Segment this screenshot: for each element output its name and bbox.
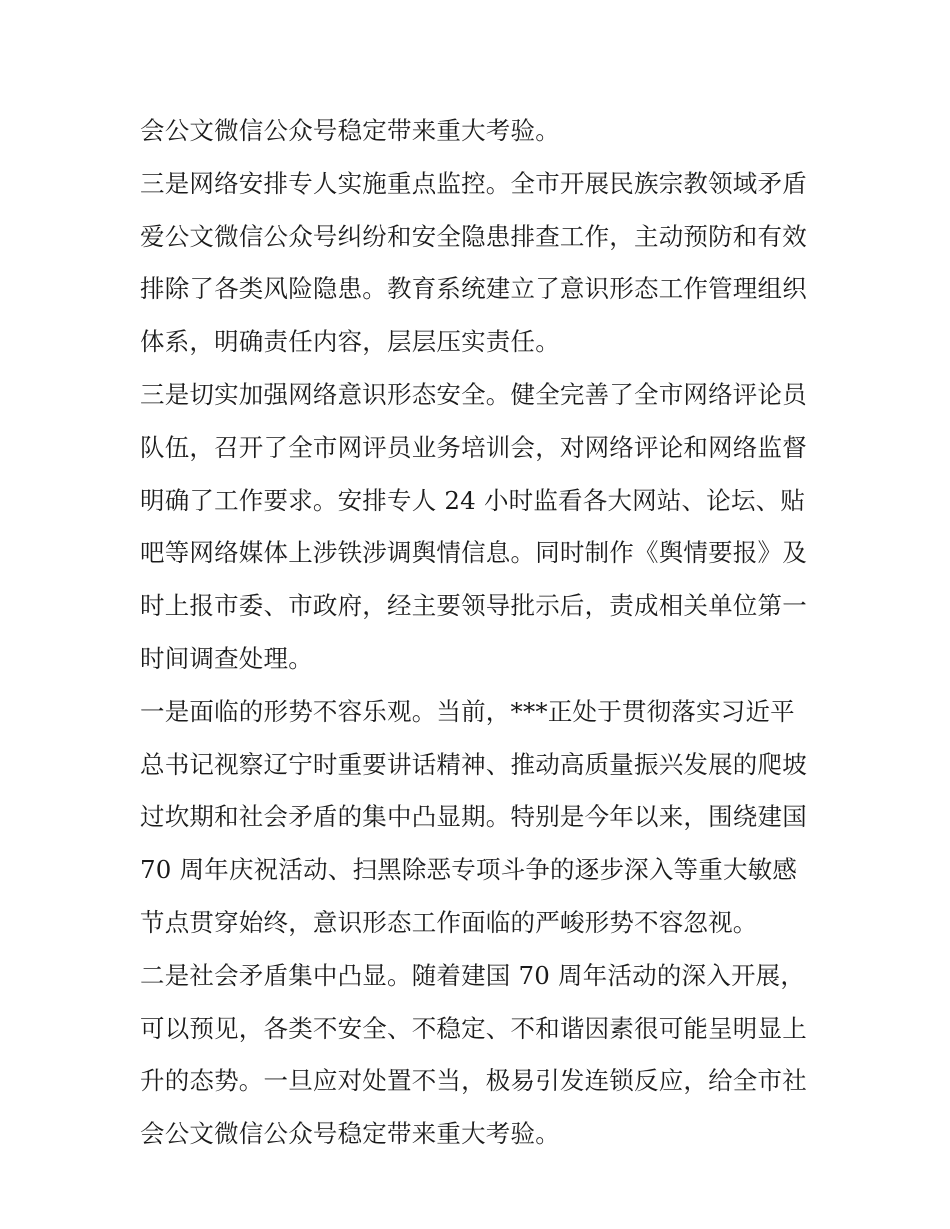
text-line: 排除了各类风险隐患。教育系统建立了意识形态工作管理组织 [140, 274, 807, 304]
text-line: 会公文微信公众号稳定带来重大考验。 [140, 1119, 560, 1149]
text-line: 体系，明确责任内容，层层压实责任。 [140, 327, 560, 357]
text-line: 明确了工作要求。安排专人 24 小时监看各大网站、论坛、贴 [140, 485, 806, 515]
text-line: 爱公文微信公众号纠纷和安全隐患排查工作，主动预防和有效 [140, 221, 807, 251]
text-line: 三是切实加强网络意识形态安全。健全完善了全市网络评论员 [140, 379, 807, 409]
text-line: 二是社会矛盾集中凸显。随着建国 70 周年活动的深入开展， [140, 960, 806, 990]
text-line: 可以预见，各类不安全、不稳定、不和谐因素很可能呈明显上 [140, 1013, 807, 1043]
text-line: 过坎期和社会矛盾的集中凸显期。特别是今年以来，围绕建国 [140, 802, 807, 832]
body-text [140, 105, 820, 1161]
text-line: 时间调查处理。 [140, 643, 313, 673]
text-line: 队伍，召开了全市网评员业务培训会，对网络评论和网络监督 [140, 432, 807, 462]
text-line: 时上报市委、市政府，经主要领导批示后，责成相关单位第一 [140, 591, 807, 621]
text-line: 70 周年庆祝活动、扫黑除恶专项斗争的逐步深入等重大敏感 [140, 855, 798, 885]
text-line: 节点贯穿始终，意识形态工作面临的严峻形势不容忽视。 [140, 907, 758, 937]
text-line: 总书记视察辽宁时重要讲话精神、推动高质量振兴发展的爬坡 [140, 749, 807, 779]
text-line: 吧等网络媒体上涉铁涉调舆情信息。同时制作《舆情要报》及 [140, 538, 807, 568]
text-line: 升的态势。一旦应对处置不当，极易引发连锁反应，给全市社 [140, 1066, 807, 1096]
text-line: 会公文微信公众号稳定带来重大考验。 [140, 116, 560, 145]
text-line: 三是网络安排专人实施重点监控。全市开展民族宗教领域矛盾 [140, 168, 807, 198]
text-line: 一是面临的形势不容乐观。当前，***正处于贯彻落实习近平 [140, 696, 795, 726]
